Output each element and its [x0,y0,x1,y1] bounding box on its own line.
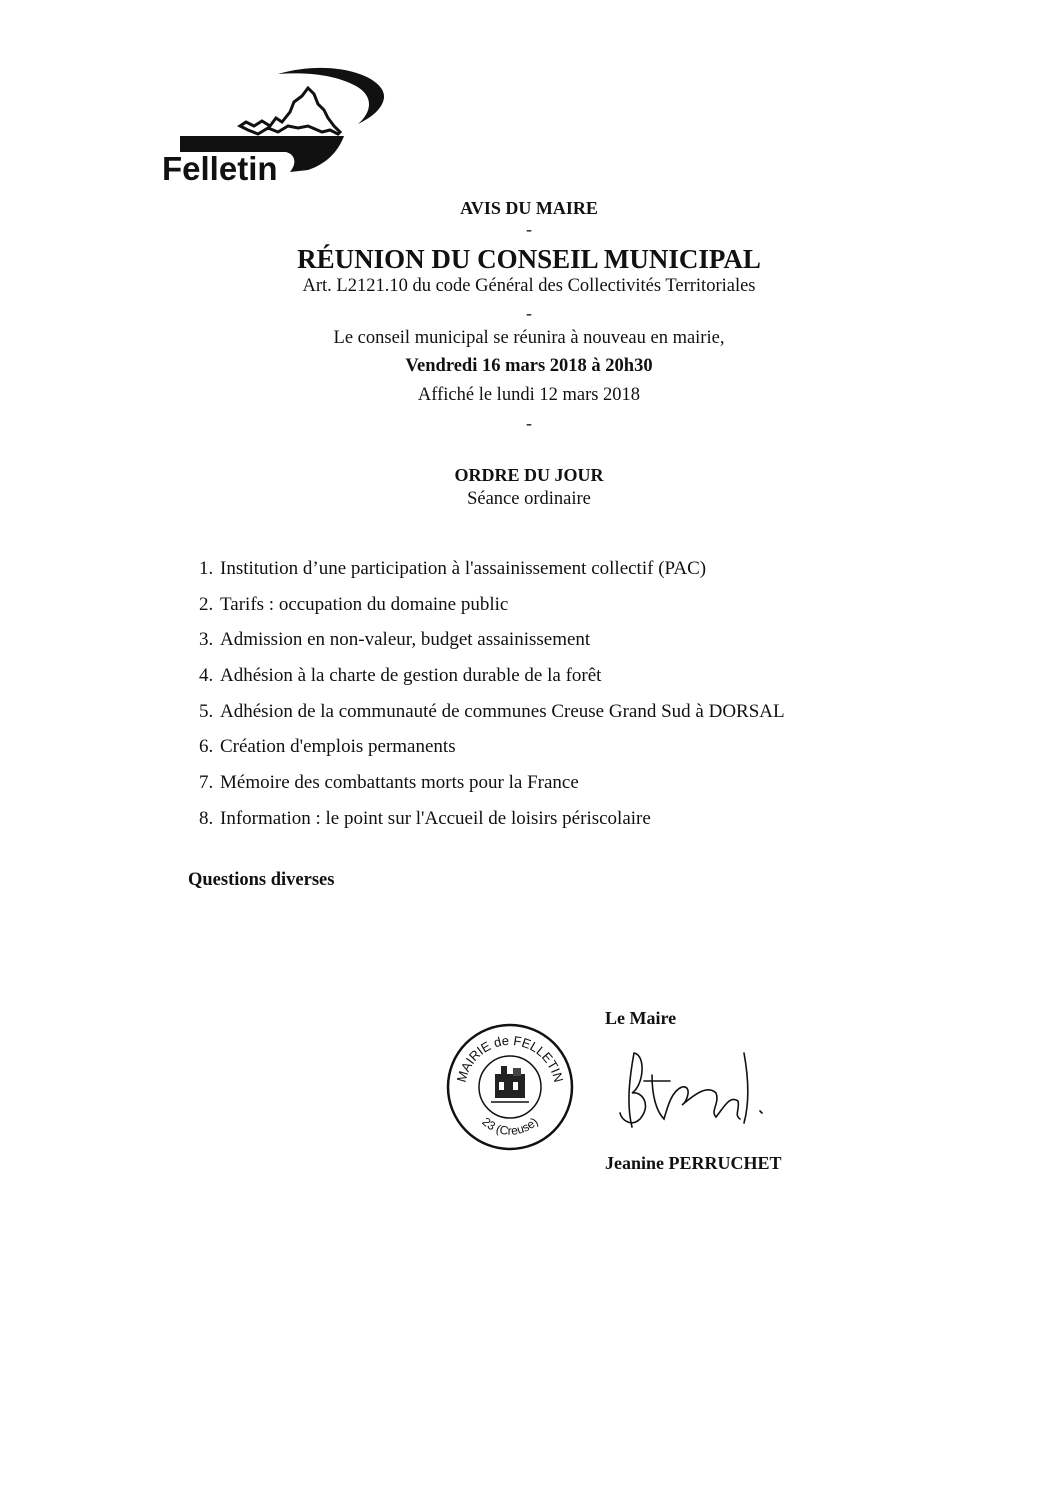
agenda-list [199,556,785,842]
legal-reference: Art. L2121.10 du code Général des Collectivités Territoriales [302,276,756,296]
notice-label: AVIS DU MAIRE [460,198,598,218]
agenda-item: 6. Création d'emplois permanents [199,736,456,758]
document-title: RÉUNION DU CONSEIL MUNICIPAL [297,244,761,274]
agenda-item: 8. Information : le point sur l'Accueil de loisirs périscolaire [199,807,651,829]
meeting-date: Vendredi 16 mars 2018 à 20h30 [405,356,653,376]
signatory-role: Le Maire [605,1008,677,1028]
town-hall-stamp-icon [443,1022,577,1152]
separator-dash: - [526,219,532,239]
meeting-intro: Le conseil municipal se réunira à nouveau en mairie, [333,328,725,348]
agenda-item: 2. Tarifs : occupation du domaine public [199,593,509,615]
svg-text:23 (Creuse): 23 (Creuse) [479,1114,541,1138]
signatory-name: Jeanine PERRUCHET [605,1153,782,1173]
agenda-item: 7. Mémoire des combattants morts pour la France [199,772,579,794]
logo-text: Felletin [162,150,278,187]
separator-dash: - [526,303,532,323]
signature-icon [612,1045,772,1137]
agenda-subtitle: Séance ordinaire [467,489,591,509]
agenda-item: 5. Adhésion de la communauté de communes Creuse Grand Sud à DORSAL [199,700,785,722]
separator-dash: - [526,413,532,433]
agenda-item: 4. Adhésion à la charte de gestion durable de la forêt [199,665,602,687]
agenda-item: 1. Institution d’une participation à l'assainissement collectif (PAC) [199,558,707,579]
agenda-item: 3. Admission en non-valeur, budget assainissement [199,629,591,651]
agenda-title: ORDRE DU JOUR [454,465,604,485]
felletin-logo [158,66,390,190]
posted-date: Affiché le lundi 12 mars 2018 [417,385,641,405]
svg-text:MAIRIE de FELLETIN: MAIRIE de FELLETIN [453,1032,567,1084]
misc-questions: Questions diverses [188,870,335,890]
